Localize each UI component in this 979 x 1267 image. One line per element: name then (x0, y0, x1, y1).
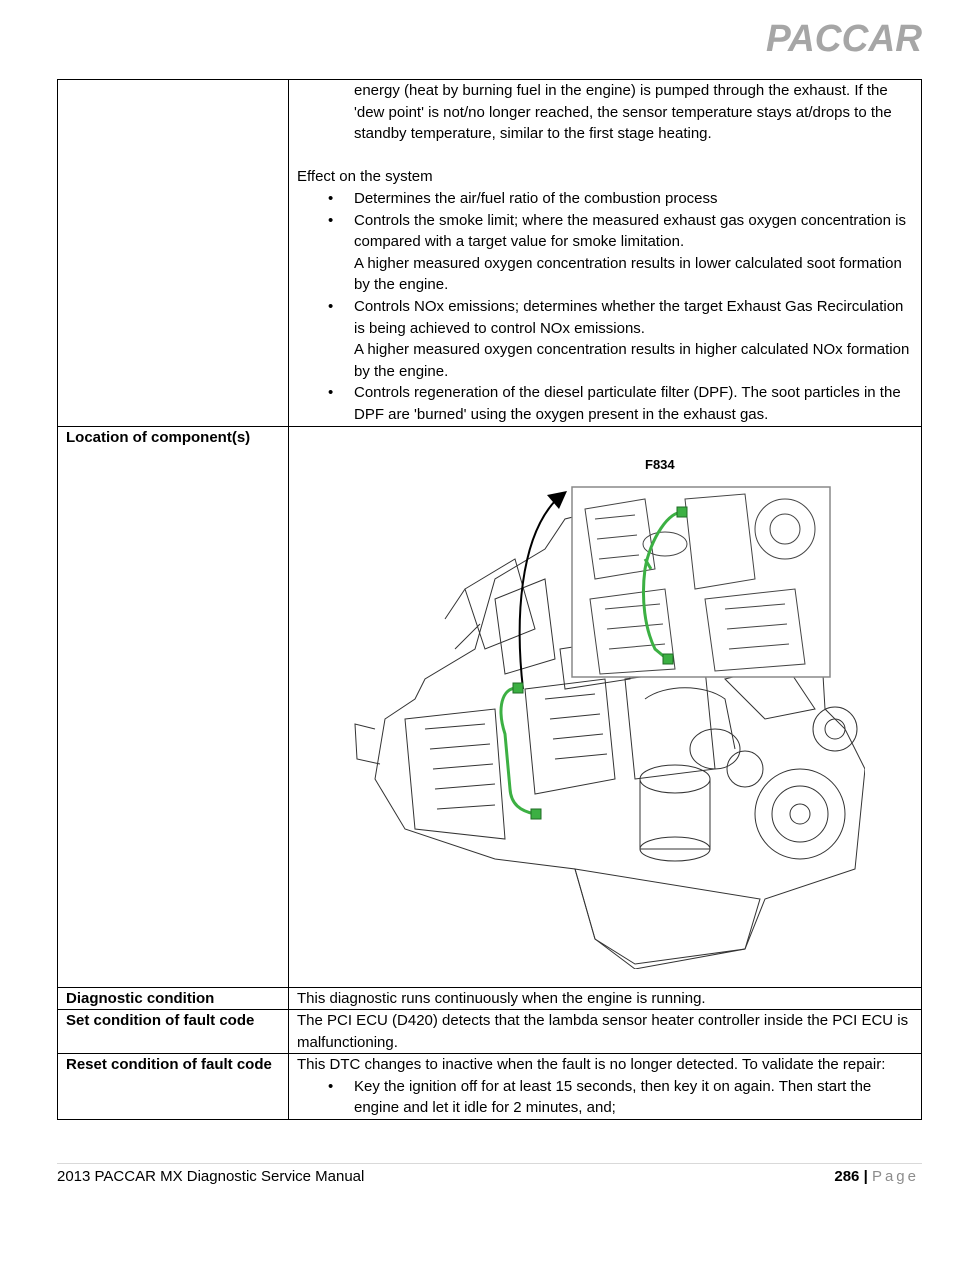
table-row (58, 80, 922, 427)
continued-text: energy (heat by burning fuel in the engine) is pumped through the exhaust. If the 'dew point' is not/no longer reached, the sensor temperature stays at/drops to the standby temperature, similar to the first stage heating. (354, 82, 892, 143)
paccar-logo (766, 18, 924, 56)
list-item: • Controls regeneration of the diesel particulate filter (DPF). The soot particles in the DPF are 'burned' using the oxygen present in the exhaust gas. (354, 382, 913, 425)
table-row (58, 1054, 922, 1120)
reset-cell (289, 1054, 922, 1120)
description-cell (289, 80, 922, 427)
row-label-location: Location of component(s) (58, 426, 289, 987)
table-row (58, 426, 922, 987)
table-row (58, 1010, 922, 1054)
list-item: • Controls the smoke limit; where the measured exhaust gas oxygen concentration is compared with a target value for smoke limitation. A higher measured oxygen concentration results in lower calculated soot formation by the engine. (354, 210, 913, 296)
page-number: 286 (834, 1168, 860, 1185)
page-separator: | (863, 1168, 868, 1185)
diagnostic-text: This diagnostic runs continuously when the engine is running. (289, 987, 922, 1010)
figure-label: F834 (645, 456, 675, 472)
list-item: • Controls NOx emissions; determines whether the target Exhaust Gas Recirculation is being achieved to control NOx emissions. A higher measured oxygen concentration results in higher calculated NOx formation by the engine. (354, 296, 913, 382)
reset-list (297, 1076, 913, 1119)
list-item: • Determines the air/fuel ratio of the combustion process (354, 188, 913, 210)
paccar-logo-mark (766, 18, 924, 56)
engine-diagram (345, 449, 865, 969)
svg-text:PACCAR: PACCAR (766, 18, 923, 56)
engine-figure-cell (289, 426, 922, 987)
reset-text: This DTC changes to inactive when the fault is no longer detected. To validate the repair: (297, 1056, 886, 1074)
table-row (58, 987, 922, 1010)
footer-divider (57, 1163, 922, 1164)
footer-page (834, 1166, 919, 1188)
effect-list (297, 188, 913, 426)
effect-heading: Effect on the system (297, 168, 433, 186)
fault-code-spec-table (57, 79, 922, 1120)
list-item: • Key the ignition off for at least 15 seconds, then key it on again. Then start the engine and let it idle for 2 minutes, and; (354, 1076, 913, 1119)
empty-label-cell (58, 80, 289, 427)
page-word: Page (871, 1168, 919, 1185)
footer-title: 2013 PACCAR MX Diagnostic Service Manual (57, 1168, 365, 1185)
row-label-reset: Reset condition of fault code (58, 1054, 289, 1120)
row-label-diagnostic: Diagnostic condition (58, 987, 289, 1010)
set-text: The PCI ECU (D420) detects that the lambda sensor heater controller inside the PCI ECU is malfunctioning. (289, 1010, 922, 1054)
row-label-set: Set condition of fault code (58, 1010, 289, 1054)
